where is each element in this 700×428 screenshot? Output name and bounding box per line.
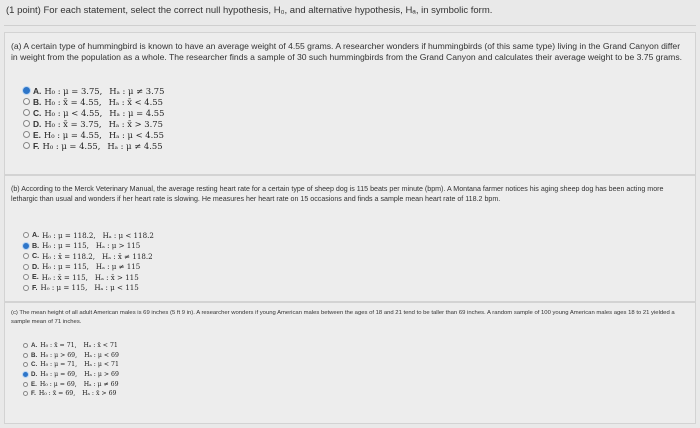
radio-button[interactable] (23, 142, 30, 149)
alternative-hypothesis: Hₐ : μ ≠ 4.55 (107, 140, 163, 151)
option-letter: C. (33, 107, 42, 118)
option-letter: A. (33, 85, 42, 96)
null-hypothesis: H₀ : μ = 115, (42, 262, 89, 272)
part-b-option-4[interactable] (23, 272, 154, 283)
null-hypothesis: H₀ : x̄ = 69, (38, 390, 76, 398)
option-letter: D. (32, 262, 40, 271)
option-letter: F. (33, 140, 40, 151)
part-b-options (23, 230, 154, 293)
null-hypothesis: H₀ : μ > 69, (40, 351, 78, 359)
alternative-hypothesis: Hₐ : μ ≠ 69 (83, 380, 119, 388)
radio-button[interactable] (23, 243, 29, 249)
part-b-option-2[interactable] (23, 251, 154, 262)
part-a-panel (4, 32, 696, 175)
option-letter: C. (32, 252, 40, 261)
radio-button[interactable] (23, 285, 29, 291)
option-letter: E. (32, 273, 39, 282)
alternative-hypothesis: Hₐ : x̄ > 115 (94, 272, 139, 282)
radio-button[interactable] (23, 353, 28, 358)
option-letter: F. (31, 390, 36, 398)
part-a-option-2[interactable] (23, 107, 164, 118)
option-letter: F. (32, 283, 38, 292)
part-b-option-5[interactable] (23, 283, 154, 294)
alternative-hypothesis: Hₐ : μ < 115 (94, 283, 139, 293)
alternative-hypothesis: Hₐ : μ ≠ 3.75 (109, 85, 165, 96)
null-hypothesis: H₀ : μ = 115, (42, 241, 89, 251)
part-a-option-1[interactable] (23, 96, 164, 107)
radio-button[interactable] (23, 343, 28, 348)
alternative-hypothesis: Hₐ : μ < 4.55 (108, 129, 164, 140)
problem-title: (1 point) For each statement, select the correct null hypothesis, H₀, and alternative hypothesis, Hₐ, in symbolic form. (6, 5, 493, 16)
part-b-option-0[interactable] (23, 230, 154, 241)
option-letter: B. (31, 351, 38, 359)
part-c-option-1[interactable] (23, 351, 119, 361)
null-hypothesis: H₀ : μ = 118.2, (42, 230, 96, 240)
alternative-hypothesis: Hₐ : μ < 118.2 (102, 230, 154, 240)
part-a-option-4[interactable] (23, 129, 164, 140)
radio-button[interactable] (23, 109, 30, 116)
part-c-option-2[interactable] (23, 360, 119, 370)
part-c-option-0[interactable] (23, 341, 119, 351)
null-hypothesis: H₀ : μ = 115, (40, 283, 88, 293)
radio-button[interactable] (23, 274, 29, 280)
option-letter: E. (31, 380, 37, 388)
alternative-hypothesis: Hₐ : x̄ ≠ 118.2 (102, 251, 153, 261)
part-a-option-3[interactable] (23, 118, 164, 129)
part-b-prompt: (b) According to the Merck Veterinary Manual, the average resting heart rate for a certain type of sheep dog is 115 beats per minute (bpm). A Montana farmer notices his aging sheep dog has been acting more lethargic than usual and wonders if her heart rate is slowing. He measures her heart rate on 15 occasions and finds a sample mean heart rate of 118.2 bpm. (11, 185, 664, 203)
alternative-hypothesis: Hₐ : μ < 69 (84, 351, 119, 359)
option-letter: A. (31, 342, 38, 350)
part-c-options (23, 341, 119, 399)
alternative-hypothesis: Hₐ : μ > 115 (95, 241, 141, 251)
part-a-prompt: (a) A certain type of hummingbird is known to have an average weight of 4.55 grams. A researcher wonders if hummingbirds (of this same type) living in the Grand Canyon differ in weight from the population as a whole. The researcher finds a sample of 30 such hummingbirds from the Grand Canyon and calculates their average weight to be 3.75 grams. (11, 41, 683, 62)
part-b-option-3[interactable] (23, 262, 154, 273)
radio-button[interactable] (23, 391, 28, 396)
option-letter: C. (31, 361, 38, 369)
part-b-option-1[interactable] (23, 241, 154, 252)
option-letter: D. (33, 118, 42, 129)
alternative-hypothesis: Hₐ : μ < 71 (84, 361, 119, 369)
radio-button[interactable] (23, 87, 30, 94)
null-hypothesis: H₀ : x̄ = 3.75, (44, 118, 102, 129)
null-hypothesis: H₀ : x̄ = 71, (40, 342, 77, 350)
null-hypothesis: H₀ : μ < 4.55, (44, 107, 103, 118)
part-c-panel (4, 302, 696, 424)
part-b-panel (4, 175, 696, 302)
radio-button[interactable] (23, 253, 29, 259)
part-c-option-4[interactable] (23, 379, 119, 389)
radio-button[interactable] (23, 232, 29, 238)
part-a-options (23, 85, 164, 151)
divider (4, 25, 696, 26)
null-hypothesis: H₀ : μ = 71, (40, 361, 78, 369)
part-c-prompt: (c) The mean height of all adult American males is 69 inches (5 ft 9 in). A researcher wonders if young American males between the ages of 18 and 21 tend to be taller than 69 inches. A random sample of 100 young American males ages 18 to 21 yielded a sample mean of 71 inches. (11, 310, 675, 325)
null-hypothesis: H₀ : x̄ = 118.2, (42, 251, 96, 261)
alternative-hypothesis: Hₐ : μ > 69 (84, 371, 119, 379)
radio-button[interactable] (23, 372, 28, 377)
radio-button[interactable] (23, 264, 29, 270)
alternative-hypothesis: Hₐ : x̄ > 3.75 (108, 118, 163, 129)
null-hypothesis: H₀ : μ = 69, (39, 380, 77, 388)
alternative-hypothesis: Hₐ : μ ≠ 115 (95, 262, 141, 272)
alternative-hypothesis: Hₐ : μ = 4.55 (109, 107, 165, 118)
radio-button[interactable] (23, 362, 28, 367)
part-c-option-3[interactable] (23, 370, 119, 380)
part-a-option-0[interactable] (23, 85, 164, 96)
option-letter: A. (32, 231, 40, 240)
radio-button[interactable] (23, 98, 30, 105)
null-hypothesis: H₀ : x̄ = 115, (41, 272, 88, 282)
option-letter: B. (33, 96, 42, 107)
alternative-hypothesis: Hₐ : x̄ < 4.55 (108, 96, 163, 107)
part-a-option-5[interactable] (23, 140, 164, 151)
radio-button[interactable] (23, 120, 30, 127)
alternative-hypothesis: Hₐ : x̄ < 71 (83, 342, 118, 350)
part-c-option-5[interactable] (23, 389, 119, 399)
null-hypothesis: H₀ : μ = 69, (40, 371, 78, 379)
null-hypothesis: H₀ : μ = 4.55, (43, 129, 102, 140)
alternative-hypothesis: Hₐ : x̄ > 69 (82, 390, 117, 398)
option-letter: D. (31, 371, 38, 379)
null-hypothesis: H₀ : μ = 4.55, (42, 140, 101, 151)
radio-button[interactable] (23, 131, 30, 138)
option-letter: B. (32, 241, 40, 250)
radio-button[interactable] (23, 382, 28, 387)
null-hypothesis: H₀ : μ = 3.75, (44, 85, 103, 96)
null-hypothesis: H₀ : x̄ = 4.55, (44, 96, 102, 107)
option-letter: E. (33, 129, 41, 140)
